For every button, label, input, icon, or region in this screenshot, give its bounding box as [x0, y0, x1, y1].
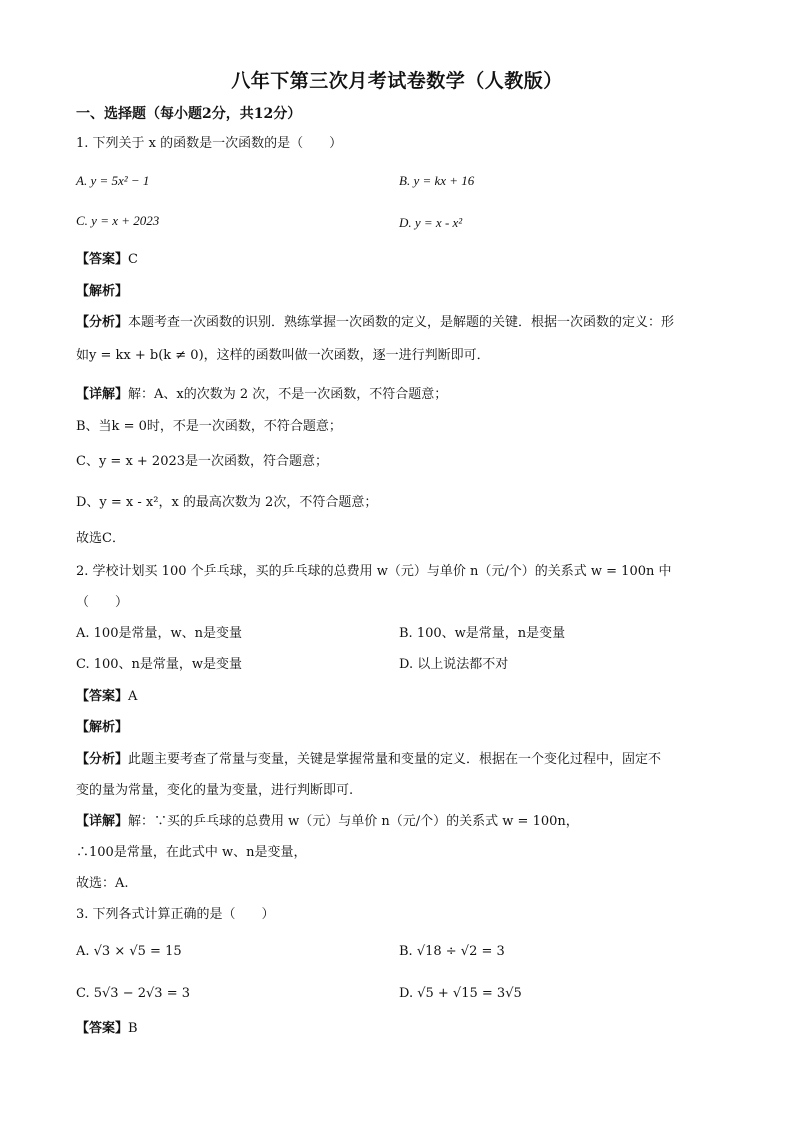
q2-detail-line1: 【详解】解：∵买的乒乓球的总费用 w（元）与单价 n（元/个）的关系式 w = 100n，	[76, 814, 579, 829]
answer-label: 【答案】	[76, 252, 129, 267]
q3-option-a: A. √3 × √5 = 15	[76, 944, 182, 959]
q2-fenxi-line2: 变的量为常量，变化的量为变量，进行判断即可.	[76, 783, 354, 798]
page-title: 八年下第三次月考试卷数学（人教版）	[231, 70, 563, 92]
q1-detail-line3: C、y = x + 2023是一次函数，符合题意；	[76, 454, 329, 469]
question-2-stem-cont: （ ）	[76, 595, 129, 610]
q2-option-c: C. 100、n是常量，w是变量	[76, 657, 243, 672]
q1-detail-line4: D、y = x - x²，x 的最高次数为 2次，不符合题意；	[76, 495, 378, 510]
q2-answer: 【答案】A	[76, 689, 138, 704]
q1-detail-line1: 【详解】解：A、x的次数为 2 次，不是一次函数，不符合题意；	[76, 387, 448, 402]
q1-option-a: A. y = 5x² − 1	[76, 173, 150, 188]
q2-option-a: A. 100是常量，w、n是变量	[76, 626, 242, 641]
q1-fenxi-line1: 【分析】本题考查一次函数的识别．熟练掌握一次函数的定义，是解题的关键．根据一次函数的定义：形	[76, 315, 675, 330]
q1-option-d: D. y = x - x²	[399, 215, 463, 230]
q1-option-b: B. y = kx + 16	[399, 173, 475, 188]
q1-option-c: C. y = x + 2023	[76, 213, 160, 228]
section-heading: 一、选择题（每小题2分，共12分）	[76, 106, 302, 122]
q2-detail-line2: ∴100是常量，在此式中 w、n是变量，	[76, 845, 307, 860]
q2-conclusion: 故选：A.	[76, 876, 129, 891]
q1-analysis-label: 【解析】	[76, 284, 129, 299]
question-1-stem: 1. 下列关于 x 的函数是一次函数的是（ ）	[76, 136, 343, 151]
q3-answer: 【答案】B	[76, 1021, 138, 1036]
q3-option-b: B. √18 ÷ √2 = 3	[399, 944, 505, 959]
answer-value: C	[128, 252, 138, 267]
q1-answer	[76, 251, 138, 269]
question-2-stem: 2. 学校计划买 100 个乒乓球，买的乒乓球的总费用 w（元）与单价 n（元/个）的关系式 w = 100n 中	[76, 564, 672, 579]
q1-conclusion: 故选C．	[76, 531, 125, 546]
q2-option-d: D. 以上说法都不对	[399, 657, 509, 672]
q2-option-b: B. 100、w是常量，n是变量	[399, 626, 566, 641]
q2-analysis-label: 【解析】	[76, 720, 129, 735]
q3-option-c: C. 5√3 − 2√3 = 3	[76, 986, 190, 1001]
q3-option-d: D. √5 + √15 = 3√5	[399, 986, 522, 1001]
q1-fenxi-line2: 如y = kx + b(k ≠ 0)，这样的函数叫做一次函数，逐一进行判断即可．	[76, 348, 490, 363]
q2-fenxi-line1: 【分析】此题主要考查了常量与变量，关键是掌握常量和变量的定义．根据在一个变化过程中，固定不	[76, 752, 662, 767]
q1-detail-line2: B、当k = 0时，不是一次函数，不符合题意；	[76, 419, 342, 434]
question-3-stem: 3. 下列各式计算正确的是（ ）	[76, 907, 275, 922]
